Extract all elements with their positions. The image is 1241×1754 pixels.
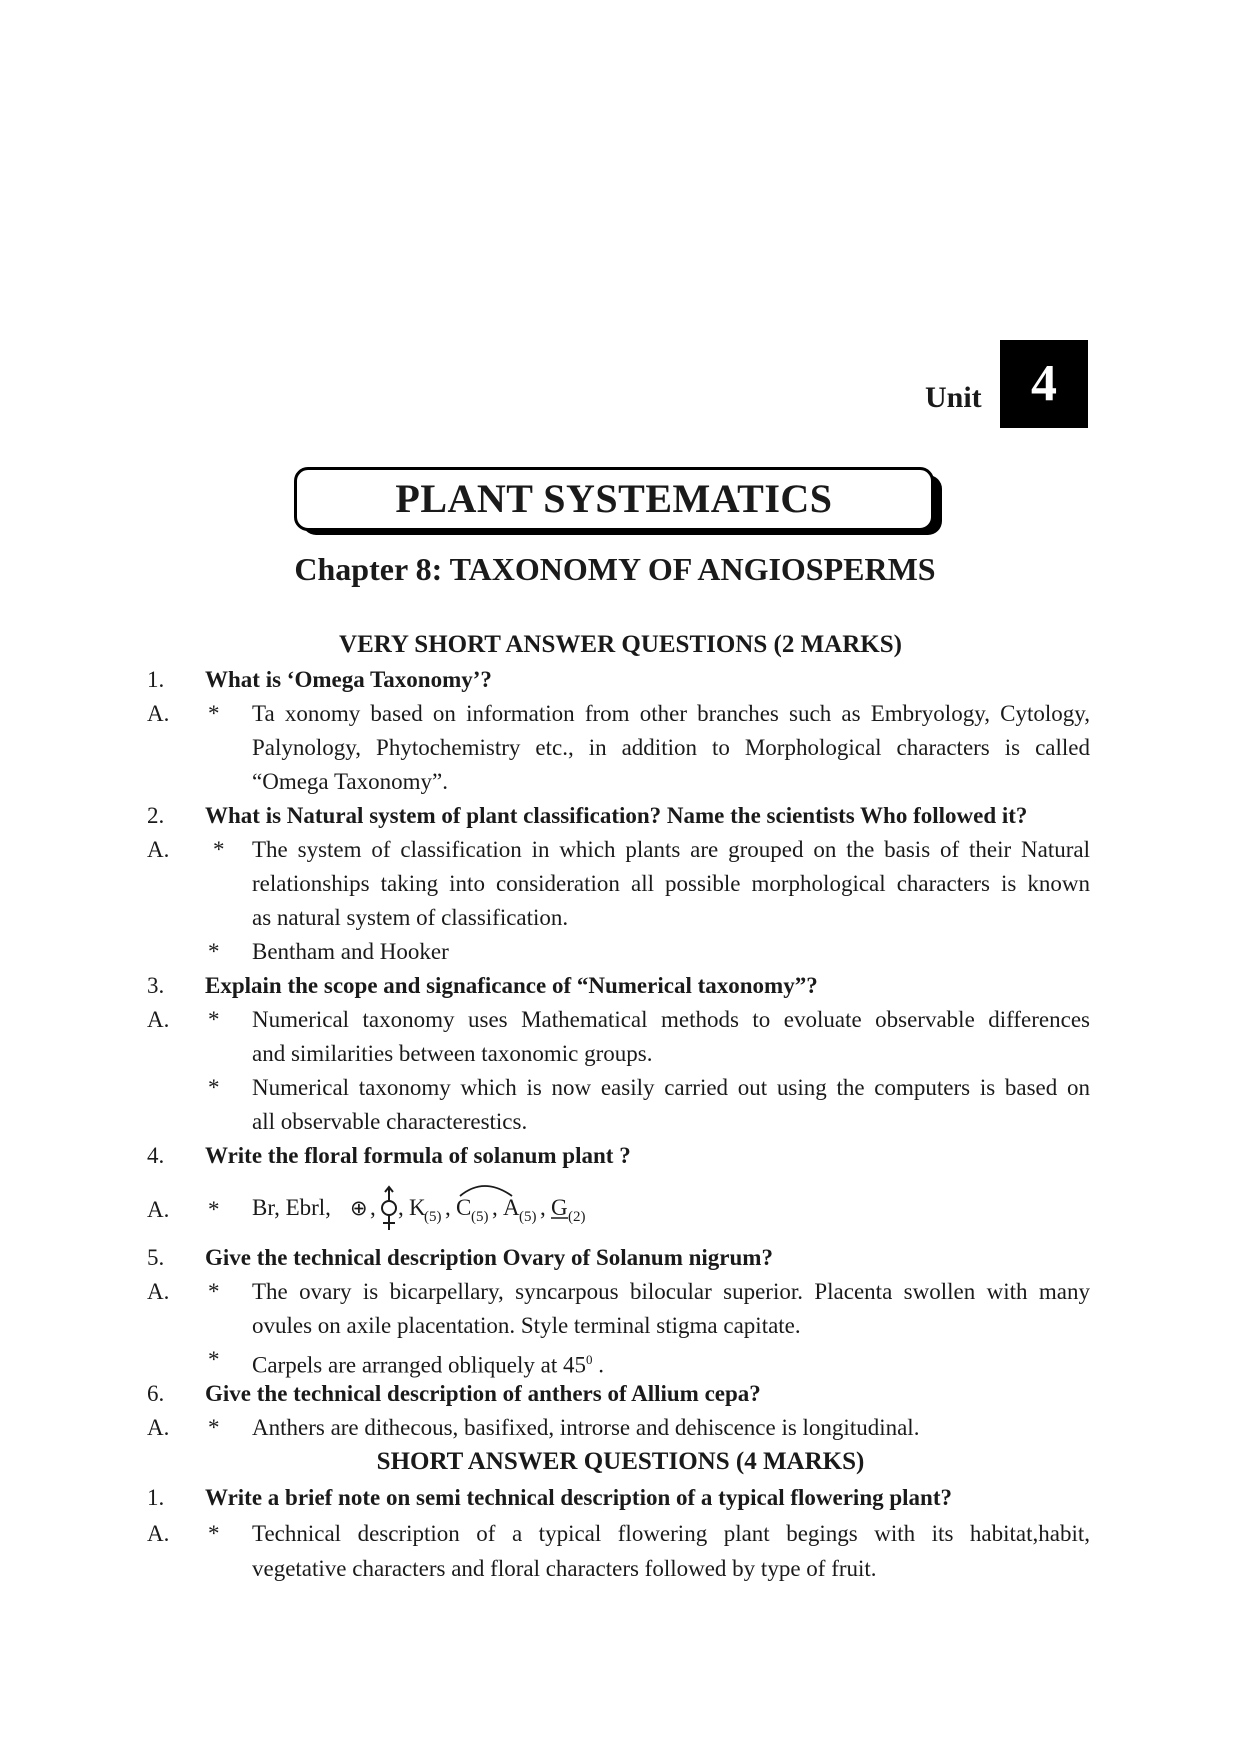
question-text: Write a brief note on semi technical description of a typical flowering plant? [205, 1485, 952, 1510]
question-number: 1. [147, 1485, 165, 1510]
corolla-symbol: C [456, 1195, 472, 1220]
gynoecium-count: (2) [568, 1209, 586, 1225]
question-text: Write the floral formula of solanum plant ? [205, 1143, 631, 1168]
answer-row [0, 867, 1241, 901]
unit-number-badge: 4 [1000, 340, 1088, 428]
androecium-symbol: A [503, 1195, 520, 1220]
corolla-count: (5) [471, 1209, 489, 1225]
answer-text: Bentham and Hooker [252, 939, 449, 964]
answer-text: ovules on axile placentation. Style terminal stigma capitate. [252, 1313, 801, 1338]
calyx-symbol: K [409, 1195, 426, 1220]
bullet: * [208, 939, 220, 964]
answer-marker: A. [147, 837, 170, 862]
answer-text: “Omega Taxonomy”. [252, 769, 448, 794]
question-number: 5. [147, 1245, 165, 1270]
answer-row [0, 1037, 1241, 1071]
question-number: 6. [147, 1381, 165, 1406]
degree-superscript: 0 [586, 1352, 593, 1367]
answer-row [0, 1003, 1241, 1037]
answer-row [0, 731, 1241, 765]
answer-marker: A. [147, 1197, 170, 1222]
floral-formula [252, 1178, 652, 1242]
answer-text: as natural system of classification. [252, 905, 569, 930]
section-heading-very-short: VERY SHORT ANSWER QUESTIONS (2 MARKS) [339, 631, 902, 658]
androecium-count: (5) [519, 1209, 537, 1225]
question-text: Explain the scope and signaficance of “Numerical taxonomy”? [205, 973, 818, 998]
answer-marker: A. [147, 701, 170, 726]
answer-row [0, 1343, 1241, 1377]
answer-text: Ta xonomy based on information from other branches such as Embryology, Cytology, [252, 701, 1090, 726]
bisexual-icon [382, 1187, 396, 1230]
svg-text:,: , [445, 1195, 451, 1220]
unit-title: PLANT SYSTEMATICS [294, 467, 934, 531]
answer-row [0, 1071, 1241, 1105]
question-number: 4. [147, 1143, 165, 1168]
answer-text-main: Carpels are arranged obliquely at 45 [252, 1352, 587, 1378]
answer-text: Technical description of a typical flowering plant begings with its habitat,habit, [252, 1521, 1090, 1546]
bullet: * [208, 1521, 220, 1546]
question-row [0, 969, 1241, 1003]
svg-text:,: , [492, 1195, 498, 1220]
question-text: What is Natural system of plant classification? Name the scientists Who followed it? [205, 803, 1028, 828]
question-number: 3. [147, 973, 165, 998]
answer-text-end: . [592, 1352, 605, 1378]
answer-text: all observable characterestics. [252, 1109, 528, 1134]
svg-text:,: , [540, 1195, 546, 1220]
question-row [0, 1377, 1241, 1411]
question-text: Give the technical description of anthers of Allium cepa? [205, 1381, 761, 1406]
question-text: What is ‘Omega Taxonomy’? [205, 667, 492, 692]
answer-row [0, 1105, 1241, 1139]
answer-row [0, 1411, 1241, 1445]
bullet: * [213, 837, 225, 862]
answer-text: and similarities between taxonomic groups. [252, 1041, 653, 1066]
question-row [0, 1481, 1241, 1515]
question-number: 2. [147, 803, 165, 828]
answer-text: Anthers are dithecous, basifixed, introrse and dehiscence is longitudinal. [252, 1415, 920, 1440]
question-text: Give the technical description Ovary of Solanum nigrum? [205, 1245, 773, 1270]
answer-marker: A. [147, 1279, 170, 1304]
answer-text: relationships taking into consideration all possible morphological characters is known [252, 871, 1090, 896]
gynoecium-symbol: G [551, 1195, 568, 1220]
question-row [0, 1139, 1241, 1173]
question-row [0, 663, 1241, 697]
answer-row [0, 1517, 1241, 1551]
question-number: 1. [147, 667, 165, 692]
answer-row [0, 697, 1241, 731]
svg-text:,: , [370, 1195, 376, 1220]
answer-text: Numerical taxonomy which is now easily carried out using the computers is based on [252, 1075, 1090, 1100]
calyx-count: (5) [424, 1209, 442, 1225]
bullet: * [208, 1075, 220, 1100]
answer-row [0, 1309, 1241, 1343]
answer-row [0, 901, 1241, 935]
unit-label: Unit [925, 381, 982, 414]
formula-prefix: Br, Ebrl, [252, 1195, 331, 1220]
chapter-heading: Chapter 8: TAXONOMY OF ANGIOSPERMS [294, 551, 936, 587]
answer-text: vegetative characters and floral characters followed by type of fruit. [252, 1556, 877, 1581]
answer-marker: A. [147, 1521, 170, 1546]
bullet: * [208, 1197, 220, 1222]
answer-text: The system of classification in which plants are grouped on the basis of their Natural [252, 837, 1090, 862]
answer-row [0, 1552, 1241, 1586]
bullet: * [208, 1415, 220, 1440]
actinomorphic-symbol: ⊕ [350, 1196, 368, 1220]
answer-marker: A. [147, 1415, 170, 1440]
section-heading-short: SHORT ANSWER QUESTIONS (4 MARKS) [376, 1448, 865, 1475]
answer-text: Palynology, Phytochemistry etc., in addition to Morphological characters is called [252, 735, 1090, 760]
answer-row [0, 935, 1241, 969]
bullet: * [208, 1347, 220, 1372]
answer-marker: A. [147, 1007, 170, 1032]
bullet: * [208, 1279, 220, 1304]
answer-row [0, 765, 1241, 799]
bullet: * [208, 1007, 220, 1032]
question-row [0, 799, 1241, 833]
svg-text:,: , [398, 1195, 404, 1220]
answer-text: Numerical taxonomy uses Mathematical methods to evoluate observable differences [252, 1007, 1090, 1032]
answer-row [0, 833, 1241, 867]
question-row [0, 1241, 1241, 1275]
answer-row [0, 1275, 1241, 1309]
bullet: * [208, 701, 220, 726]
answer-text: The ovary is bicarpellary, syncarpous bilocular superior. Placenta swollen with many [252, 1279, 1090, 1304]
